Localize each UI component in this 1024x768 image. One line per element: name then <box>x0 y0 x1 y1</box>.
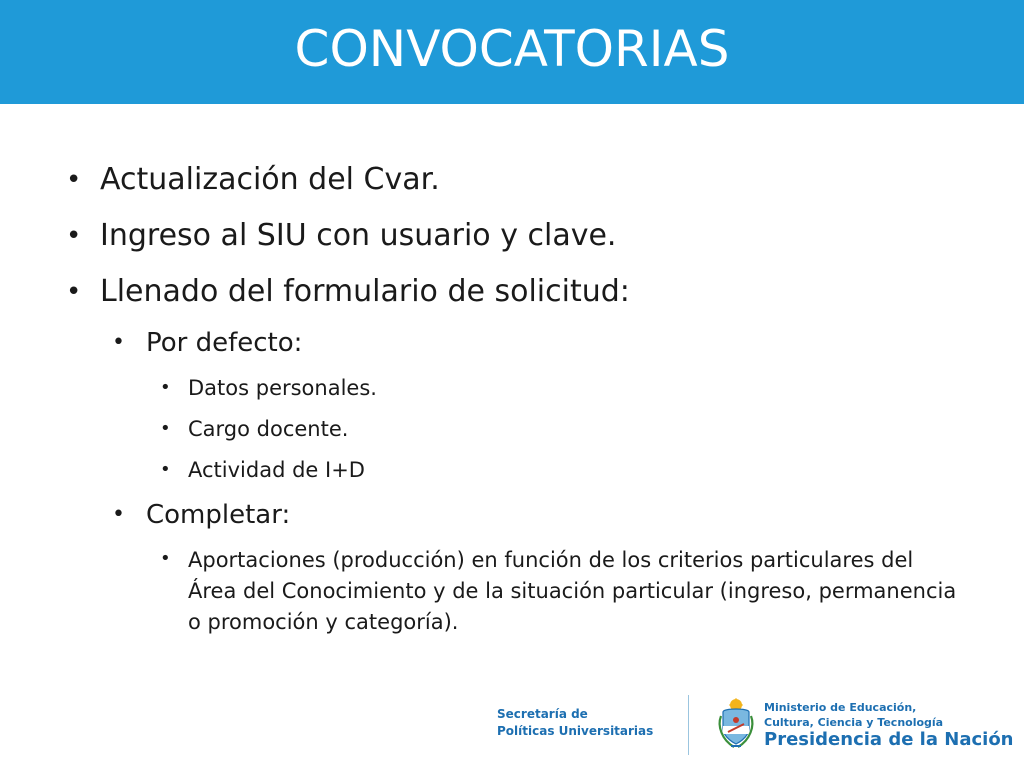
sub-list-item <box>112 499 290 531</box>
presidencia-logo-text: Presidencia de la Nación <box>764 729 1014 750</box>
sub-list-label: Por defecto: <box>146 328 303 358</box>
sub-sub-list-item <box>160 415 348 443</box>
list-item-text: Ingreso al SIU con usuario y clave. <box>100 218 617 253</box>
bullet-icon: • <box>160 377 171 398</box>
sub-sub-list-item <box>160 456 365 484</box>
national-coat-of-arms-icon <box>716 698 756 750</box>
footer-divider <box>688 695 689 755</box>
sub-sub-list-item <box>160 374 377 402</box>
list-item-text: Llenado del formulario de solicitud: <box>100 274 630 309</box>
bullet-icon: • <box>112 502 125 527</box>
list-item-text: Actividad de I+D <box>188 458 365 482</box>
ministerio-line: Cultura, Ciencia y Tecnología <box>764 716 944 729</box>
sub-list-label: Completar: <box>146 500 291 530</box>
list-item-text: Aportaciones (producción) en función de los criterios particulares del Área del Conocimiento y de la situación particular (ingreso, permanencia o promoción y categoría). <box>188 548 957 634</box>
secretaria-logo-text <box>497 706 653 740</box>
bullet-icon: • <box>160 459 171 480</box>
secretaria-line: Secretaría de <box>497 707 588 721</box>
secretaria-line: Políticas Universitarias <box>497 724 654 738</box>
bullet-icon: • <box>112 330 125 355</box>
ministerio-line: Ministerio de Educación, <box>764 701 917 714</box>
bullet-icon: • <box>160 418 171 439</box>
list-item-text: Datos personales. <box>188 376 377 400</box>
bullet-icon: • <box>66 165 82 195</box>
slide-title: CONVOCATORIAS <box>294 20 730 78</box>
bullet-icon: • <box>66 277 82 307</box>
list-item-text: Actualización del Cvar. <box>100 162 440 197</box>
bullet-icon: • <box>66 221 82 251</box>
title-bar <box>0 0 1024 104</box>
bullet-icon: • <box>160 548 171 569</box>
sub-sub-list-item <box>160 545 968 638</box>
ministerio-logo-text <box>764 700 943 730</box>
list-item <box>66 274 630 310</box>
list-item <box>66 162 440 198</box>
sub-list-item <box>112 327 302 359</box>
list-item <box>66 218 616 254</box>
list-item-text: Cargo docente. <box>188 417 349 441</box>
